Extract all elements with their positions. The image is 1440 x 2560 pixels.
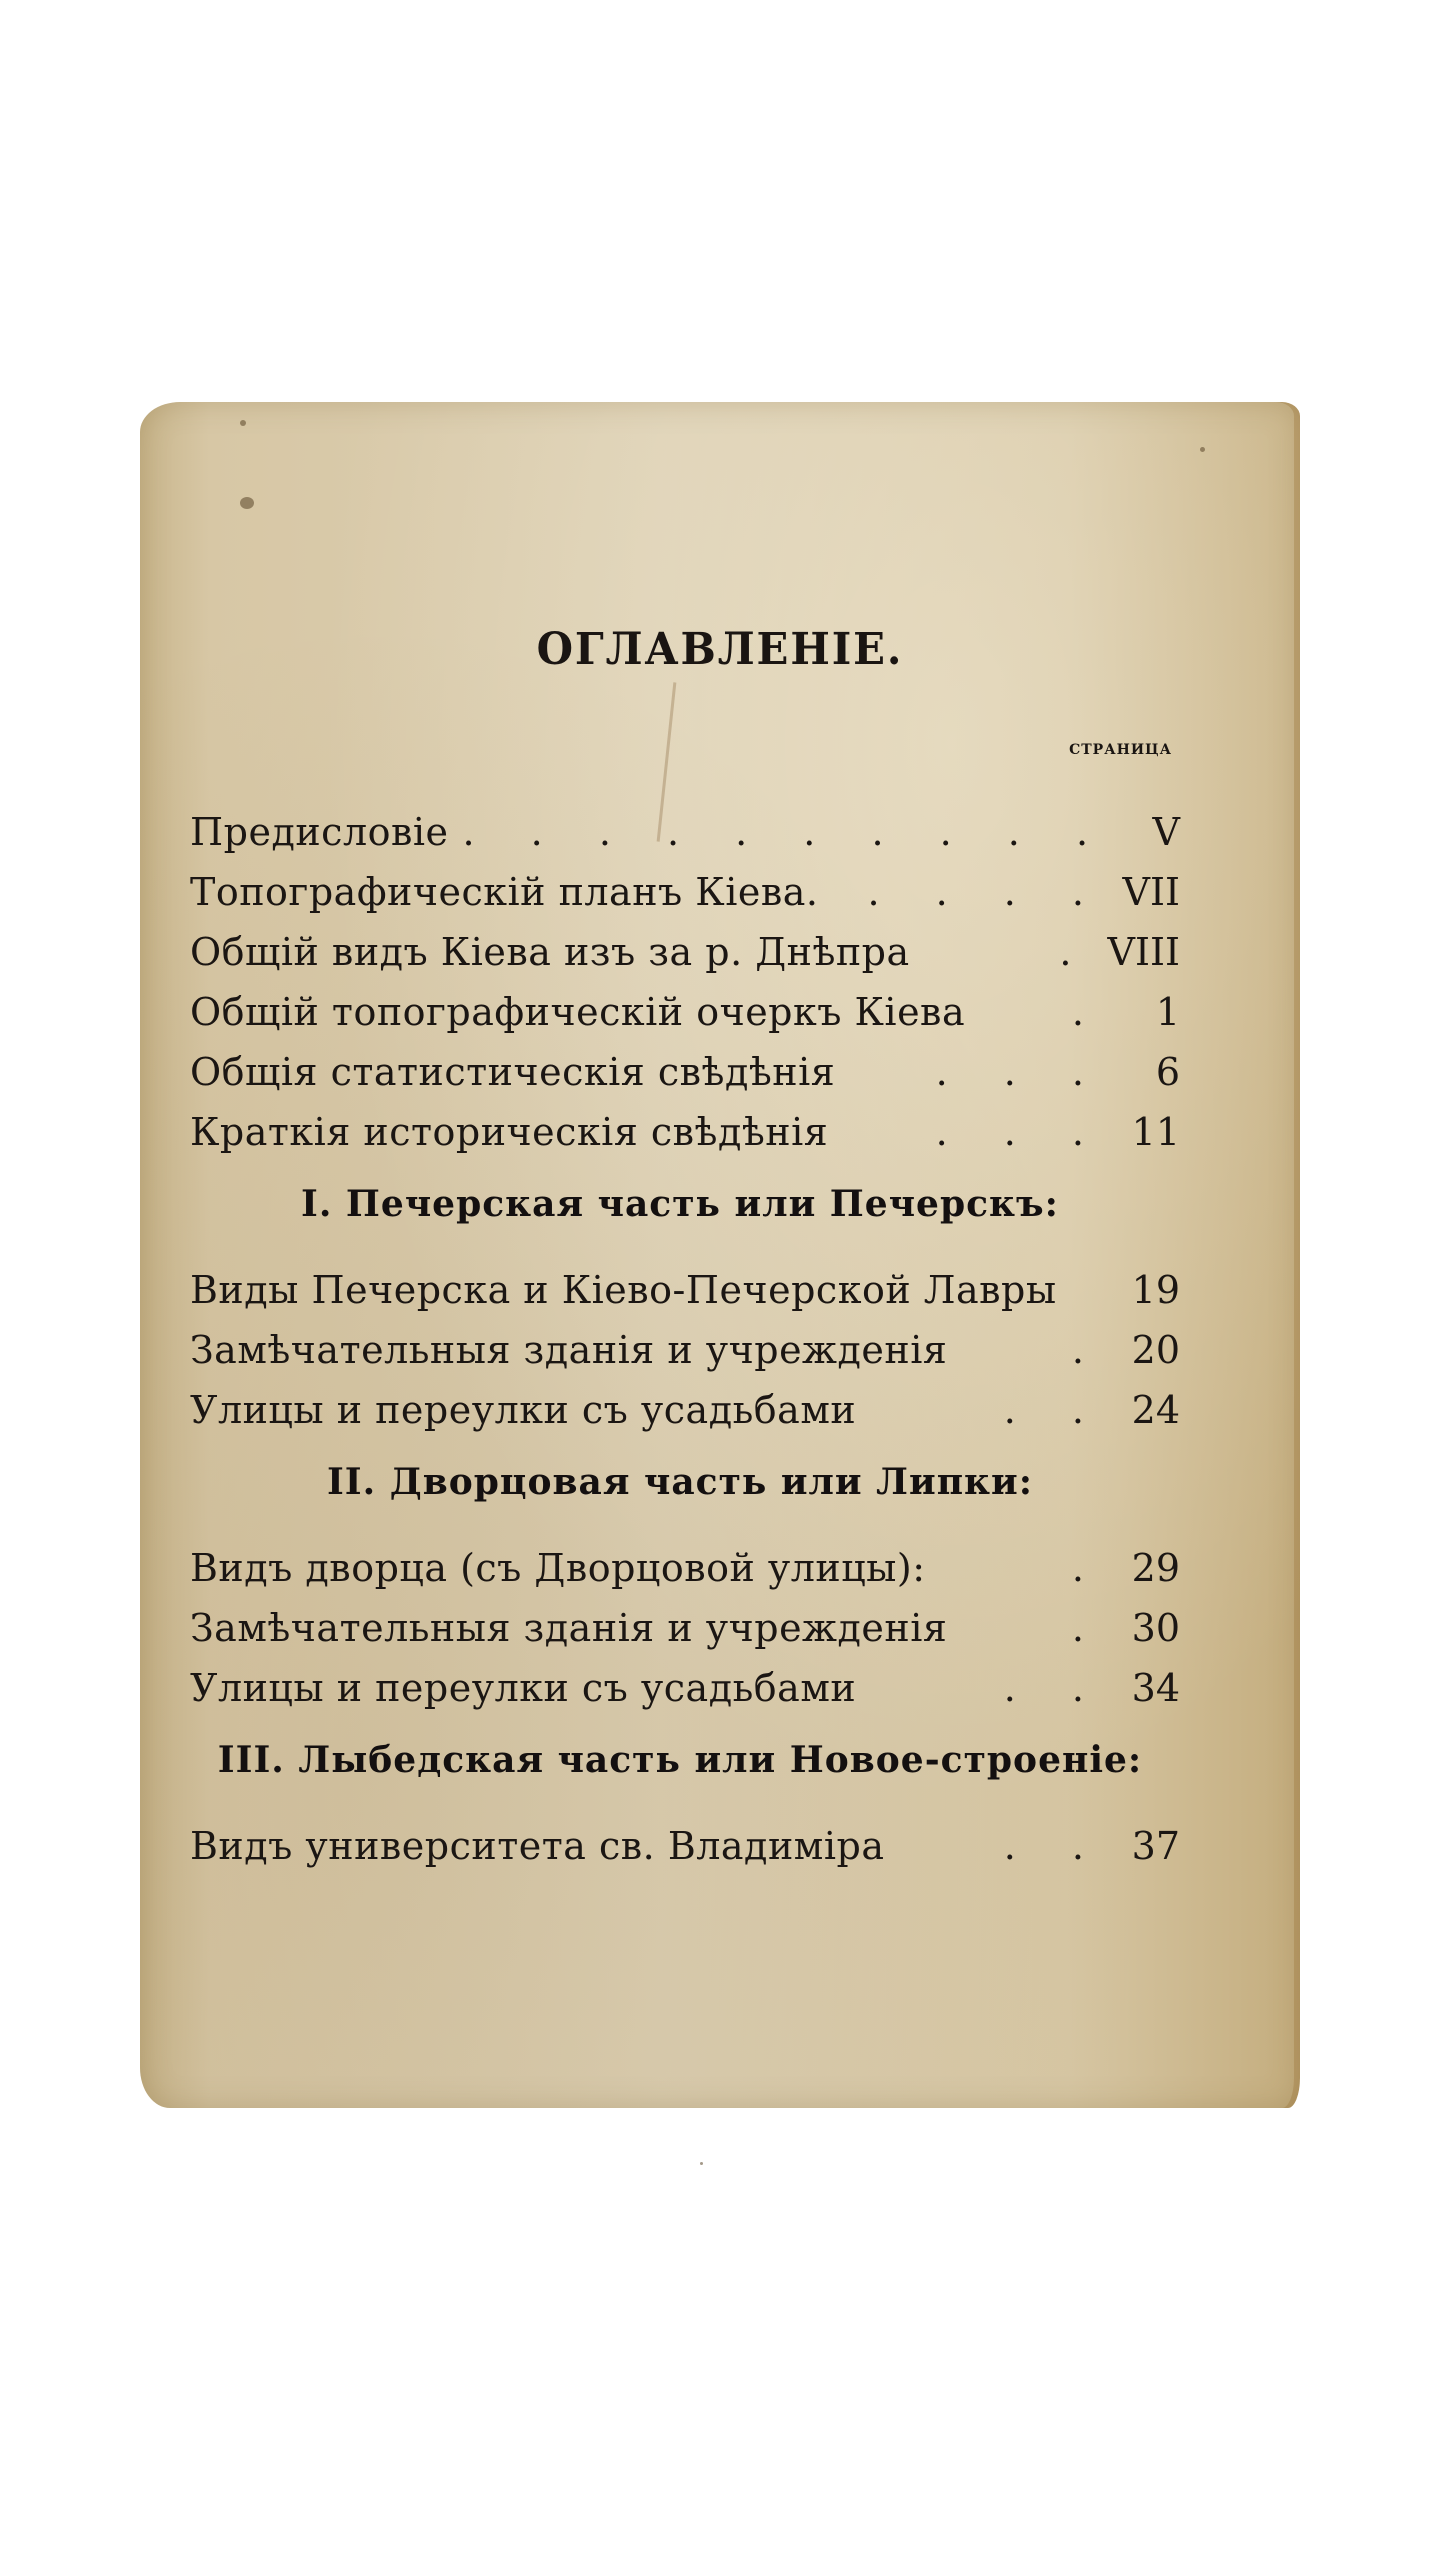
toc-entry[interactable] [190, 1380, 1180, 1440]
toc-leader-dots: . [1071, 1606, 1106, 1650]
toc-entry-page: 11 [1131, 1110, 1180, 1154]
toc-entry-label: Видъ университета св. Владиміра [190, 1824, 885, 1868]
toc-entry-page: 1 [1155, 990, 1180, 1034]
table-of-contents [190, 802, 1180, 1876]
toc-leader-dots: . . [1003, 1824, 1106, 1868]
toc-entry-page: VII [1122, 870, 1180, 914]
toc-entry-page: 34 [1131, 1666, 1180, 1710]
toc-leader-dots: . . . [935, 1110, 1106, 1154]
toc-entry[interactable] [190, 982, 1180, 1042]
toc-entry-label: Улицы и переулки съ усадьбами [190, 1388, 857, 1432]
toc-leader-dots: . [1071, 1546, 1106, 1590]
toc-entry-label: Общій видъ Кіева изъ за р. Днѣпра [190, 930, 910, 974]
toc-entry-page: 24 [1131, 1388, 1180, 1432]
toc-entry-label: Улицы и переулки съ усадьбами [190, 1666, 857, 1710]
toc-entry[interactable] [190, 1538, 1180, 1598]
toc-entry[interactable] [190, 1320, 1180, 1380]
toc-entry-page: 20 [1131, 1328, 1180, 1372]
toc-leader-dots: . [1059, 930, 1094, 974]
toc-leader-dots: . . . . [867, 870, 1106, 914]
toc-entry[interactable] [190, 1042, 1180, 1102]
foxing-spot [240, 497, 254, 509]
toc-entry-label: Замѣчательныя зданія и учрежденія [190, 1328, 948, 1372]
toc-leader-dots: . [1071, 990, 1106, 1034]
toc-entry[interactable] [190, 1658, 1180, 1718]
foxing-spot [1200, 447, 1205, 452]
toc-leader-dots: . . [1003, 1666, 1106, 1710]
toc-entry-page: 19 [1131, 1268, 1180, 1312]
toc-entry-page: 29 [1131, 1546, 1180, 1590]
toc-entry-page: 30 [1131, 1606, 1180, 1650]
section-heading-lybed[interactable]: III. Лыбедская часть или Новое-строеніе: [217, 1739, 1143, 1781]
page-column-label: СТРАНИЦА [1069, 742, 1172, 758]
toc-leader-dots: . . [1003, 1388, 1106, 1432]
dust-speck [700, 2162, 703, 2165]
toc-leader-dots: . . . [935, 1050, 1106, 1094]
toc-leader-dots: . . . . . . . . . . [462, 810, 1111, 854]
section-heading-lipki[interactable]: II. Дворцовая часть или Липки: [326, 1461, 1034, 1503]
toc-entry[interactable] [190, 1260, 1180, 1320]
toc-entry-page: VIII [1107, 930, 1180, 974]
toc-entry-page: V [1152, 810, 1180, 854]
toc-entry[interactable] [190, 862, 1180, 922]
toc-entry-label: Общій топографическій очеркъ Кіева [190, 990, 966, 1034]
page-title: ОГЛАВЛЕНІЕ. [536, 624, 904, 675]
toc-entry-label: Предисловіе [190, 810, 449, 854]
toc-entry-label: Топографическій планъ Кіева. [190, 870, 819, 914]
toc-entry-page: 6 [1155, 1050, 1180, 1094]
toc-entry[interactable] [190, 922, 1180, 982]
toc-entry-label: Видъ дворца (съ Дворцовой улицы): [190, 1546, 926, 1590]
section-heading-pechersk[interactable]: I. Печерская часть или Печерскъ: [301, 1183, 1059, 1225]
toc-entry[interactable] [190, 1598, 1180, 1658]
toc-entry[interactable] [190, 1816, 1180, 1876]
foxing-spot [240, 420, 246, 426]
toc-entry-label: Общія статистическія свѣдѣнія [190, 1050, 836, 1094]
toc-entry-label: Виды Печерска и Кіево-Печерской Лавры [190, 1268, 1057, 1312]
toc-entry[interactable] [190, 802, 1180, 862]
toc-entry-label: Замѣчательныя зданія и учрежденія [190, 1606, 948, 1650]
toc-entry-label: Краткія историческія свѣдѣнія [190, 1110, 829, 1154]
toc-entry-page: 37 [1131, 1824, 1180, 1868]
book-page [140, 402, 1300, 2108]
toc-entry[interactable] [190, 1102, 1180, 1162]
toc-leader-dots: . [1071, 1328, 1106, 1372]
